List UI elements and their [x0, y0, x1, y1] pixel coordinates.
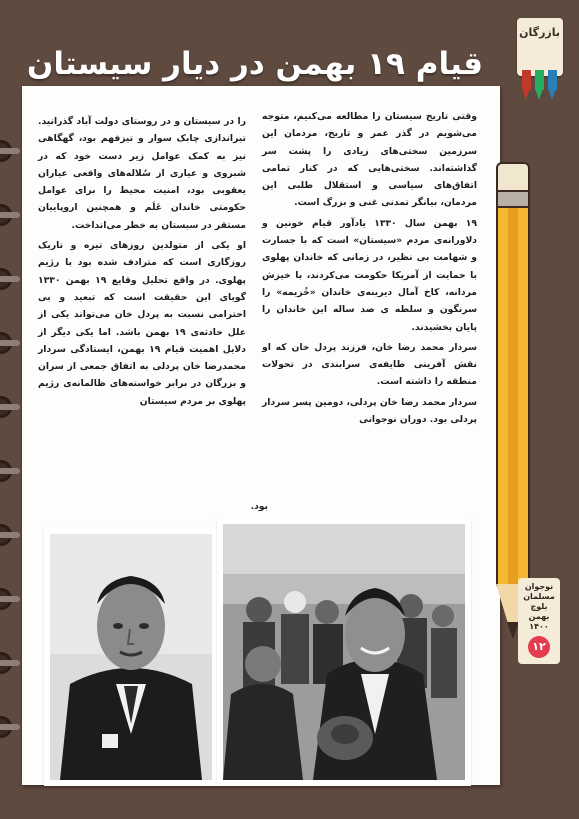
column-continuation: بود. — [250, 501, 268, 512]
paragraph: را در سیستان و در روستای دولت آباد گذرانید. تیراندازی چابک سوار و تیزفهم بود، گهگاهی نیز به کمک عوامل زیر دست خود که در شبروی و عیاری از سُلاله‌های واقعی عیاران یعقوبی بود، امنیت محیط را برای عوامل حکومتی خاندان عَلَم و همچنین اروپاییان مستقر در سیستان به خطر می‌انداخت. — [38, 116, 246, 231]
article-column-right — [262, 108, 477, 431]
portrait-photo — [44, 528, 218, 786]
paragraph: وقتی تاریخ سیستان را مطالعه می‌کنیم، متوجه می‌شویم در گذر عمر و تاریخ، مردمان این سرزمین سختی‌های زیادی را پشت سر گذاشته‌اند. سختی‌هایی که در کنار تمامی اتفاق‌های سیاسی و استقلال طلبی این مردمان، بیانگر تمدنی غنی و بزرگ است. — [262, 111, 477, 209]
page-number: ۱۲ — [528, 636, 550, 658]
paragraph: ۱۹ بهمن سال ۱۳۳۰ یادآور قیام خونین و دلاورانه‌ی مردم «سیستان» است که با جسارت و شهامت بی نظیر، در زمانی که خاندان پهلوی با حمایت از آمریکا حکومت می‌کردند، با خیزش مردانه، کاخ آمال دیرینه‌ی خاندان «خُزیمه» را سرنگون و سلطه ی صد ساله این خاندان را پایان بخشیدند. — [262, 217, 477, 333]
crowd-image — [223, 524, 465, 780]
crowd-photo — [217, 518, 471, 786]
binder-holes — [0, 140, 22, 800]
section-tag: بازرگان — [519, 26, 560, 39]
badge-line: بلوچ — [530, 602, 548, 611]
badge-line: نوجوان — [524, 582, 554, 591]
badge-issue-date: بهمن ۱۴۰۰ — [528, 612, 550, 631]
badge-line: مسلمان — [523, 592, 555, 601]
page-title: قیام ۱۹ بهمن در دیار سیستان — [26, 46, 484, 82]
paragraph: سردار محمد رضا خان، فرزند پردل خان که او نقش آفرینی طایفه‌ی سرابندی در تحولات منطقه را داشته است. — [262, 341, 477, 388]
portrait-image — [50, 534, 212, 780]
paragraph: سردار محمد رضا خان پردلی، دومین پسر سردار پردلی بود. دوران نوجوانی — [262, 396, 477, 426]
magazine-badge — [518, 578, 560, 664]
color-pens-icon — [520, 70, 560, 102]
article-column-left — [38, 113, 246, 413]
paragraph: او یکی از متولدین روزهای تیره و تاریک روزگاری است که مترادف شده بود با رژیم پهلوی. در واقع تحلیل وقایع ۱۹ بهمن ۱۳۳۰ گویای این حقیقت است که تبعید و بی احترامی نسبت به پردل خان می‌تواند یکی از علل حادثه‌ی ۱۹ بهمن باشد. اما یکی دیگر از دلایل اهمیت قیام ۱۹ بهمن، ایستادگی سردار محمدرضا خان پردلی به اتفاق جمعی از سران و بزرگان در برابر خواسته‌های ظالمانه‌ی رژیم پهلوی بر مردم سیستان — [38, 240, 247, 407]
